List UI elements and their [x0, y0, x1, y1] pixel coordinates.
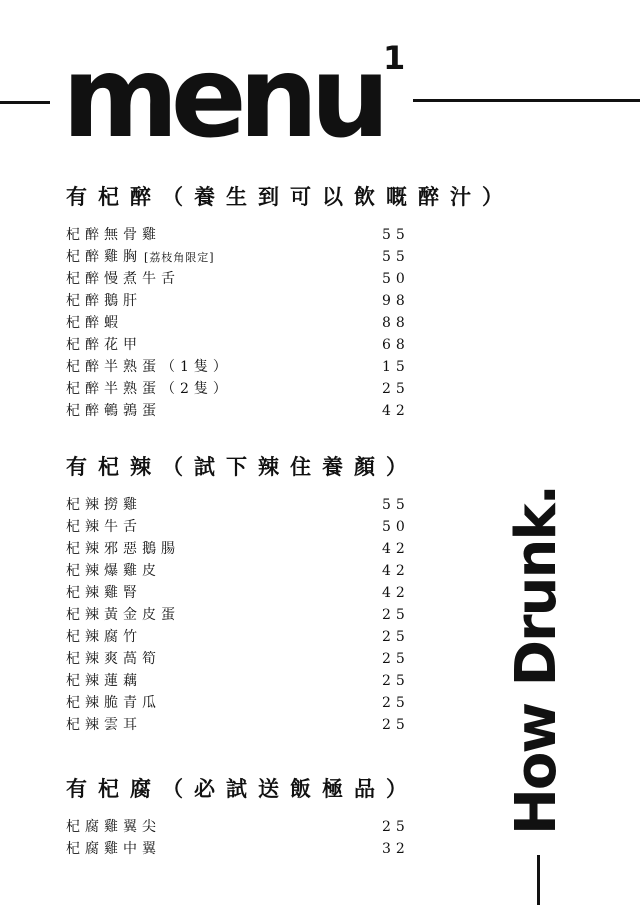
item-price: 42	[382, 585, 410, 601]
menu-item	[66, 626, 546, 648]
item-price: 55	[382, 497, 410, 513]
item-name: 杞辣撈雞	[66, 497, 142, 513]
item-price: 25	[382, 381, 410, 397]
item-name: 杞醉無骨雞	[66, 227, 161, 243]
menu-item	[66, 692, 546, 714]
menu-item	[66, 290, 546, 312]
menu-item	[66, 816, 546, 838]
menu-item	[66, 400, 546, 422]
item-name: 杞醉半熟蛋（1隻）	[66, 359, 232, 375]
item-name: 杞醉蝦	[66, 315, 123, 331]
section-title: 有杞醉（養生到可以飲嘅醉汁）	[66, 184, 514, 209]
item-price: 42	[382, 403, 410, 419]
item-name: 杞辣爆雞皮	[66, 563, 161, 579]
item-price: 25	[382, 819, 410, 835]
item-price: 32	[382, 841, 410, 857]
menu-item	[66, 648, 546, 670]
item-name: 杞醉半熟蛋（2隻）	[66, 381, 232, 397]
page-number: 1	[383, 39, 406, 77]
item-price: 68	[382, 337, 410, 353]
menu-item	[66, 516, 546, 538]
item-name: 杞腐雞中翼	[66, 841, 161, 857]
item-price: 50	[382, 271, 410, 287]
item-name: 杞辣黃金皮蛋	[66, 607, 180, 623]
item-price: 98	[382, 293, 410, 309]
menu-item	[66, 378, 546, 400]
item-price: 42	[382, 563, 410, 579]
item-note: [荔枝角限定]	[144, 251, 215, 264]
item-name: 杞辣爽萵筍	[66, 651, 161, 667]
header-rule-left	[0, 101, 50, 104]
menu-item	[66, 670, 546, 692]
menu-item	[66, 268, 546, 290]
section-spicy	[66, 454, 546, 736]
menu-item	[66, 604, 546, 626]
item-name: 杞辣脆青瓜	[66, 695, 161, 711]
menu-item	[66, 714, 546, 736]
section-title: 有杞腐（必試送飯極品）	[66, 776, 418, 801]
item-price: 25	[382, 607, 410, 623]
item-name: 杞醉花甲	[66, 337, 142, 353]
menu-item	[66, 560, 546, 582]
item-name: 杞醉慢煮牛舌	[66, 271, 180, 287]
item-name: 杞辣邪惡鵝腸	[66, 541, 180, 557]
item-name: 杞醉雞胸	[66, 249, 142, 265]
menu-item	[66, 334, 546, 356]
item-name: 杞腐雞翼尖	[66, 819, 161, 835]
item-price: 25	[382, 717, 410, 733]
item-price: 25	[382, 695, 410, 711]
menu-item	[66, 494, 546, 516]
item-name: 杞辣蓮藕	[66, 673, 142, 689]
item-price: 55	[382, 227, 410, 243]
menu-item	[66, 538, 546, 560]
header-rule-right	[413, 99, 640, 102]
item-price: 25	[382, 673, 410, 689]
menu-item	[66, 838, 546, 860]
item-price: 55	[382, 249, 410, 265]
item-name: 杞辣雞腎	[66, 585, 142, 601]
menu-item	[66, 582, 546, 604]
item-name: 杞醉鵪鶉蛋	[66, 403, 161, 419]
item-price: 15	[382, 359, 410, 375]
item-name: 杞辣腐竹	[66, 629, 142, 645]
section-drunk	[66, 184, 546, 422]
section-title: 有杞辣（試下辣住養顏）	[66, 454, 418, 479]
page-title: menu	[62, 33, 383, 163]
item-name: 杞辣雲耳	[66, 717, 142, 733]
item-price: 25	[382, 629, 410, 645]
menu-item	[66, 246, 546, 268]
item-name: 杞辣牛舌	[66, 519, 142, 535]
item-price: 42	[382, 541, 410, 557]
menu-item	[66, 224, 546, 246]
item-price: 50	[382, 519, 410, 535]
item-price: 88	[382, 315, 410, 331]
vertical-tagline: How Drunk.	[504, 486, 569, 835]
item-price: 25	[382, 651, 410, 667]
menu-item	[66, 356, 546, 378]
vertical-rule	[537, 855, 540, 905]
item-name-wrap	[66, 246, 215, 269]
section-fermented	[66, 776, 546, 860]
menu-item	[66, 312, 546, 334]
item-name: 杞醉鵝肝	[66, 293, 142, 309]
